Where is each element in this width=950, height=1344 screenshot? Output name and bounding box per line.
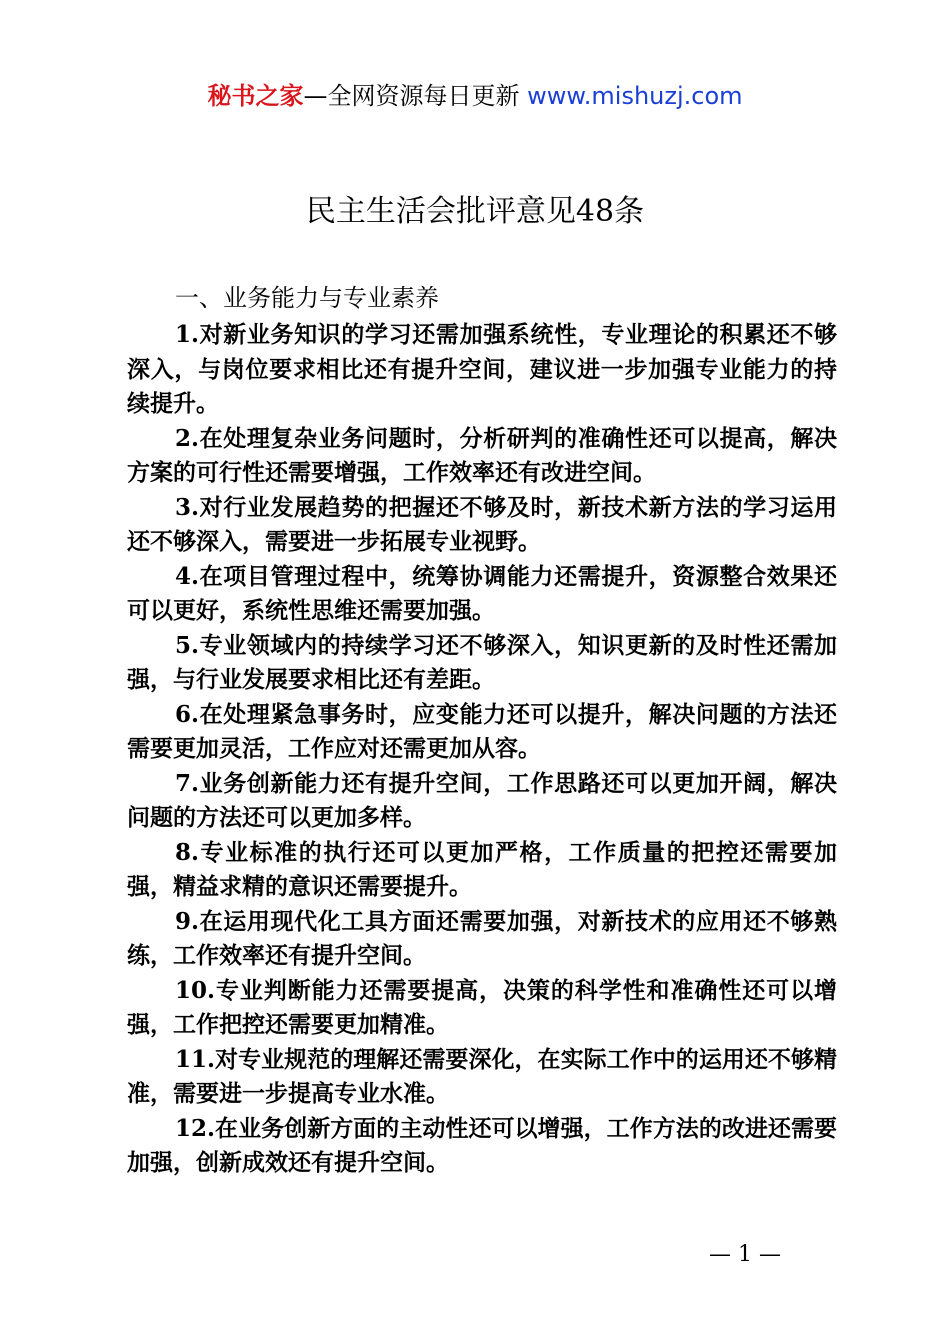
item-text: 专业领域内的持续学习还不够深入，知识更新的及时性还需加强，与行业发展要求相比还有差距。 [127,632,837,693]
item-text: 在运用现代化工具方面还需要加强，对新技术的应用还不够熟练，工作效率还有提升空间。 [127,908,837,969]
item-text: 专业判断能力还需要提高，决策的科学性和准确性还可以增强，工作把控还需要更加精准。 [127,977,837,1038]
item-text: 在处理复杂业务问题时，分析研判的准确性还可以提高，解决方案的可行性还需要增强，工作效率还有改进空间。 [127,425,837,486]
item-number: 4. [175,562,200,590]
list-item [127,905,837,974]
item-number: 7. [175,769,200,797]
item-text: 专业标准的执行还可以更加严格，工作质量的把控还需要加强，精益求精的意识还需要提升。 [127,839,837,900]
item-number: 9. [175,907,200,935]
item-number: 5. [175,631,200,659]
banner-tagline: —全网资源每日更新 [303,82,528,110]
list-item [127,629,837,698]
item-number: 6. [175,700,200,728]
list-item [127,560,837,629]
document-title: 民主生活会批评意见48条 [305,194,645,229]
item-text: 对专业规范的理解还需要深化，在实际工作中的运用还不够精准，需要进一步提高专业水准。 [127,1046,837,1107]
list-item [127,318,837,422]
list-item [127,767,837,836]
list-item [127,1043,837,1112]
item-number: 10. [175,976,216,1004]
item-text: 在处理紧急事务时，应变能力还可以提升，解决问题的方法还需要更加灵活，工作应对还需更加从容。 [127,701,837,762]
item-text: 在项目管理过程中，统筹协调能力还需提升，资源整合效果还可以更好，系统性思维还需要加强。 [127,563,837,624]
brand-name: 秘书之家 [207,82,304,110]
item-number: 2. [175,424,200,452]
list-item [127,1112,837,1181]
item-text: 对行业发展趋势的把握还不够及时，新技术新方法的学习运用还不够深入，需要进一步拓展专业视野。 [127,494,837,555]
list-item [127,422,837,491]
criticism-list [127,318,837,1181]
list-item [127,974,837,1043]
site-banner [0,80,950,112]
item-number: 11. [175,1045,216,1073]
list-item [127,698,837,767]
item-text: 在业务创新方面的主动性还可以增强，工作方法的改进还需要加强，创新成效还有提升空间。 [127,1115,837,1176]
page-number: — 1 — [709,1242,781,1267]
section-heading: 一、业务能力与专业素养 [175,284,439,312]
item-text: 业务创新能力还有提升空间，工作思路还可以更加开阔，解决问题的方法还可以更加多样。 [127,770,837,831]
list-item [127,491,837,560]
document-body [127,282,837,1181]
item-number: 3. [175,493,200,521]
item-number: 8. [175,838,200,866]
item-number: 12. [175,1114,216,1142]
list-item [127,836,837,905]
item-text: 对新业务知识的学习还需加强系统性，专业理论的积累还不够深入，与岗位要求相比还有提升空间，建议进一步加强专业能力的持续提升。 [127,322,837,417]
item-number: 1. [175,321,200,348]
site-url-link[interactable]: www.mishuzj.com [527,82,743,110]
